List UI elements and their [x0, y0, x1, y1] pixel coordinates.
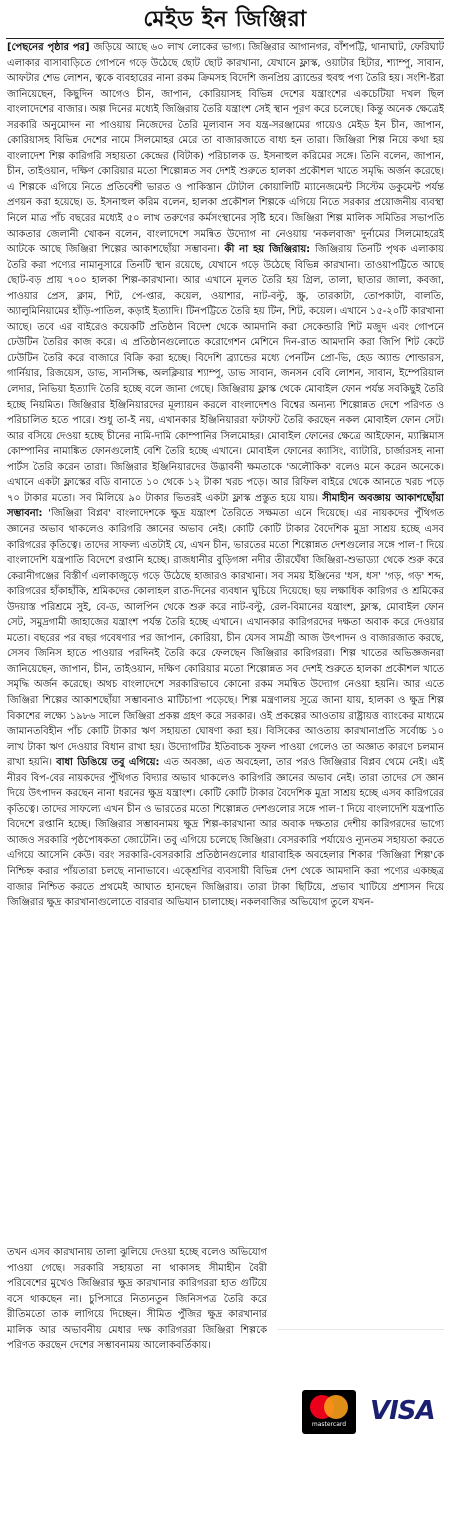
section-boundless-potential-text: 'জিঞ্জিরা বিপ্লব' বাংলাদেশকে ক্ষুদ্র যন্ত্রাংশ তৈরিতে সক্ষমতা এনে দিয়েছে। এর নায়কদের পুঁথিগত জ্ঞানের অভাব থাকলেও কারিগরি জ্ঞানের অভাব নেই। কোটি কোটি টাকার বৈদেশিক মুদ্রা সাশ্রয় হচ্ছে এসব কারিগরের কৃতিত্বে। তাদের সাফল্য এতটাই যে, এখন চীন, ভারতের মতো শিল্পোন্নত দেশগুলোর সঙ্গে পাল-া দিয়ে বাংলাদেশি যন্ত্রপাতি বিদেশে রপ্তানি হচ্ছে। রাজধানীর বুড়িগঙ্গা নদীর তীরঘেঁষা জিঞ্জিরা-শুভাড্যা থেকে শুরু করে কেরানীগঞ্জের বিস্তীর্ণ এলাকাজুড়ে গড়ে উঠেছে হাজারও কারখানা। সব সময় ইঞ্জিনের 'ধস, ধস' 'গড়, গড়' শব্দ, কারিগরের হাঁকাহাঁকি, শ্রমিকদের কোলাহল রাত-দিনের ব্যবধান ঘুচিয়ে দিয়েছে। ছয় লক্ষাধিক কারিগর ও শ্রমিকের উদয়াস্ত পরিশ্রমে সুই, বে-ড, আলপিন থেকে শুরু করে নাট-বল্টু, রেল-বিমানের যন্ত্রাংশ, ফ্লাস্ক, মোবাইল ফোন সেট, সমুদ্রগামী জাহাজের যন্ত্রাংশ পর্যন্ত তৈরি হচ্ছে এখানে। এখানকার কারিগরদের দক্ষতা অবাক করে দেওয়ার মতো। বছরের পর বছর গবেষণার পর জাপান, কোরিয়া, চীন যেসব সামগ্রী আজ উৎপাদন ও বাজারজাত করছে, সেসব জিনিস হাতে পাওয়ার পরদিনই তৈরি করে ফেলছেন জিঞ্জিরার কারিগররা। শিল্প খাতের অভিজ্ঞজনরা জানিয়েছেন, জাপান, চীন, তাইওয়ান, দক্ষিণ কোরিয়ার মতো শিল্পোন্নত সব দেশই শুরুতে হালকা প্রকৌশল খাতে সমৃদ্ধি অর্জন করেছে। অথচ বাংলাদেশে সরকারিভাবে কোনো রকম সমন্বিত উদ্যোগ নেওয়া হয়নি। আর এতে জিঞ্জিরা শিল্পের আকাশছোঁয়া সম্ভাবনাও মাটিচাপা পড়েছে। শিল্প মন্ত্রণালয় সূত্রে জানা যায়, হালকা ও ক্ষুদ্র শিল্প বিকাশের লক্ষ্যে ১৯৮৬ সালে জিঞ্জিরা প্রকল্প গ্রহণ করে সরকার। ওই প্রকল্পের আওতায় রাষ্ট্রায়ত্ত ব্যাংকের মাধ্যমে জামানতবিহীন পাঁচ কোটি টাকার ঋণ সহায়তা ঘোষণা করা হয়। বিসিকের আওতায় কারখানাপ্রতি সর্বোচ্চ ১০ লাখ টাকা ঋণ দেওয়ার বিধান রাখা হয়। উদ্যোগটির ইতিবাচক সুফল পাওয়া গেলেও তা অজ্ঞাত কারণে চলমান রাখা হয়নি।: [7, 508, 444, 769]
subhead-what-is-made: কী না হয় জিঞ্জিরায়:: [224, 244, 316, 256]
mastercard-wordmark: mastercard: [311, 1421, 347, 1428]
section-despite-obstacles-text: এত অবজ্ঞা, এত অবহেলা, তার পরও জিঞ্জিরার বিপ্লব থেমে নেই। এই নীরব বিপ-বের নায়কদের পুঁথিগত বিদ্যার অভাব থাকলেও কারিগরি জ্ঞানের অভাব নেই। তারা তাদের সে জ্ঞান দিয়ে উৎপাদন করছেন নানা ধরনের ক্ষুদ্র যন্ত্রাংশ। কোটি কোটি টাকার বৈদেশিক মুদ্রা সাশ্রয় হচ্ছে এসব কারিগরের কৃতিত্বে। তাদের সাফল্যে এখন চীন ও ভারতের মতো শিল্পোন্নত দেশগুলোর সঙ্গে পাল-া দিয়ে বাংলাদেশি যন্ত্রপাতি বিদেশে রপ্তানি হচ্ছে। জিঞ্জিরার সম্ভাবনাময় ক্ষুদ্র শিল্প-কারখানা আর অবাক দক্ষতার দেশীয় কারিগরদের ভাগ্যে আজও সরকারি পৃষ্ঠপোষকতা জোটেনি। তবু এগিয়ে চলেছে জিঞ্জিরা। বেসরকারি পর্যায়েও ন্যূনতম সহায়তা করতে এগিয়ে আসেনি কেউ। বরং সরকারি-বেসরকারি প্রতিষ্ঠানগুলোর ধারাবাহিক অবহেলার শিকার 'জিঞ্জিরা শিল্প'কে নিশ্চিহ্ন করার পাঁয়তারা চলছে নানাভাবে। এক্শ্রেণির ব্যবসায়ী বিভিন্ন দেশ থেকে আমদানি করা পণ্যের একচ্ছত্র বাজার নিশ্চিত করতে প্রথমেই আঘাত হানছেন জিঞ্জিরায়। তারা টাকা ছিটিয়ে, প্রভাব খাটিয়ে প্রশাসন দিয়ে জিঞ্জিরার ক্ষুদ্র কারখানাগুলোতে বারবার অভিযান চালাচ্ছে। নকলবাজির অভিযোগ তুলে যখন-: [7, 757, 444, 909]
section-what-is-made-text: জিঞ্জিরায় তিনটি পৃথক এলাকায় তৈরি করা পণ্যের নামানুসারে তিনটি স্থান রয়েছে, যেখানে গড়ে উঠেছে বিভিন্ন কারখানা। তাওয়াপট্টিতে আছে ছোট-বড় প্রায় ৭০০ হালকা শিল্প-কারখানা। আর এখানে মূলত তৈরি হয় গ্রিল, তালা, ছাতার জালা, কবজা, পাওয়ার প্রেস, ক্লাম, শিট, পে-প্তার, কয়েল, ওয়াশার, নাট-বল্টু, স্ক্রু, তারকাটা, তোপকাটা, বালতি, অ্যালুমিনিয়ামের হাঁড়ি-পাতিল, কড়াই ইত্যাদি। টিনপট্টিতে তৈরি হয় টিন, শিট, কয়েল। এখানে ১৫-২০টি কারখানা আছে। তবে এর বাইরেও কয়েকটি প্রতিষ্ঠান বিদেশ থেকে আমদানি করা সেকেন্ডারি শিট মজুদ এবং গোপনে ঢেউটিন তৈরির কাজ করে। এ প্রতিষ্ঠানগুলোতে করোগেশন মেশিনে দিন-রাত আমদানি করা জিপি শিট কেটে ঢেউটিন তৈরি করে বাজারে বিক্রি করা হচ্ছে। বিদেশি ব্র্যান্ডের মধ্যে পেনটিন প্রো-ভি, হেড অ্যান্ড শোল্ডারস, গার্নিয়ার, রিজয়েস, ডাভ, সানসিল্ক, অলক্লিয়ার শ্যাম্পু, ডাভ সাবান, জনসন বেবি লোশন, সাবান, ইম্পেরিয়াল লেদার, নিভিয়া ইত্যাদি তৈরি হচ্ছে বলে জানা গেছে। জিঞ্জিরায় ফ্লাস্ক থেকে মোবাইল ফোন পর্যন্ত সবকিছুই তৈরি হচ্ছে নিয়মিত। জিঞ্জিরার ইঞ্জিনিয়ারদের মূল্যায়ন করলে বাংলাদেশও বিশ্বের অন্যন্য শিল্পোন্নত দেশে পরিণত ও পরিচালিত হতে পারে। শুধু তা-ই নয়, এখানকার ইঞ্জিনিয়াররা ফটাফট তৈরি করছেন নকল মোবাইল ফোন সেট। আর বসিয়ে দেওয়া হচ্ছে চীনের নামি-দামি কোম্পানির সিলমোহর। মোবাইল ফোনের ক্ষেত্রে আইফোন, ম্যাক্সিমাস কোম্পানির নামাঙ্কিত ফোনগুলোই বেশি তৈরি হচ্ছে এখানে। মোবাইল ফোনের ক্যাসিং, ব্যাটারি, চার্জারসহ নানা পার্টস তৈরি করেন তারা। জিঞ্জিরার ইঞ্জিনিয়ারদের উদ্ভাবনী ক্ষমতাকে 'অলৌকিক' বলেও মনে করেন অনেকে। এখানে একটা ফ্লাস্কের বডি বানাতে ১০ থেকে ১২ টাকা খরচ পড়ে। আর রিফিল বাইরে থেকে আনতে খরচ পড়ে ৭০ টাকার মতো। সব মিলিয়ে ৯০ টাকার ভিতরই একটা ফ্লাস্ক প্রস্তুত হয়ে যায়।: [7, 244, 444, 504]
subhead-boundless-potential: সীমাহীন অবজ্ঞায় আকাশছোঁয়া সম্ভাবনা:: [7, 492, 444, 520]
mastercard-logo: [302, 1390, 356, 1434]
article-body: [7, 40, 444, 1245]
continuation-kicker: [পেছনের পৃষ্ঠার পর]: [7, 42, 94, 53]
mastercard-circles-icon: [308, 1394, 350, 1420]
article-column-continued: [7, 1245, 267, 1507]
headline-divider: [6, 38, 444, 39]
visa-logo: VISA: [370, 1396, 435, 1426]
paragraph-intro: [7, 40, 444, 911]
intro-text: জড়িয়ে আছে ৬০ লাখ লোকের ভাগ্য। জিঞ্জিরার আগানগর, বাঁশপট্টি, থানাঘাট, ফেরিঘাট এলাকার বাসাবাড়িতে গোপনে গড়ে উঠেছে ছোট ছোট কারখানা, যেখানে ফ্লাস্ক, ওয়াটার হিটার, শ্যাম্পু, সাবান, আফটার শেভ লোশন, ত্বকে ব্যবহারের নানা রকম ক্রিমসহ বিদেশি জনপ্রিয় ব্র্যান্ডের হুবহু পণ্য তৈরি হয়। সংশি-ষ্টরা জানিয়েছেন, কিছুদিন আগেও চীন, জাপান, কোরিয়াসহ বিভিন্ন দেশের যন্ত্রাংশের একচেটিয়া দখল ছিল বাংলাদেশের বাজার। অল্প দিনের মধ্যেই জিঞ্জিরায় তৈরি যন্ত্রাংশ সেই স্থান পূরণ করে চলেছে। কিন্তু অনেক ক্ষেত্রেই সরকারি অনুমোদন না পাওয়ায় নিজেদের তৈরি মূল্যবান সব যন্ত্র-সরঞ্জামের গায়েও মেইড ইন চীন, জাপান, কোরিয়াসহ বিভিন্ন দেশের নামে সিলমোহর মেরে তা বাজারজাতে বাধ্য হন তারা। জিঞ্জিরা শিল্প নিয়ে কথা হয় বাংলাদেশ শিল্প কারিগরি সহায়তা কেন্দ্রের (বিটাক) পরিচালক ড. ইসনাহুল করিমের সঙ্গে। তিনি বলেন, জাপান, চীন, তাইওয়ান, দক্ষিণ কোরিয়ার মতো শিল্পোন্নত সব দেশই শুরুতে হালকা প্রকৌশল খাতে সমৃদ্ধি অর্জন করেছে। এ শিল্পকে এগিয়ে নিতে প্রতিবেশী ভারত ও পাকিস্তান টোটাল কোয়ালিটি ম্যানেজমেন্ট সিস্টেম ডকুমেন্ট পর্যন্ত প্রণয়ন করা হয়েছে। ড. ইসনাহুল করিম বলেন, হালকা প্রকৌশল শিল্পকে এগিয়ে নিতে সরকার প্রয়োজনীয় ব্যবস্থা নিলে মাত্র পাঁচ বছরের মধ্যেই ৫০ লাখ তরুণের কর্মসংস্থানের সৃষ্টি হবে। জিঞ্জিরা শিল্প মালিক সমিতির সভাপতি আকতার জেলানী খোকন বলেন, বাংলাদেশে সমন্বিত উদ্যোগ না নেওয়ায় 'নকলবাজ' দুর্নামের সিলমোহরেই আটকে আছে জিঞ্জিরা শিল্পের আকাশছোঁয়া সম্ভাবনা।: [7, 42, 444, 256]
subhead-despite-obstacles: বাধা ডিঙিয়ে তবু এগিয়ে:: [56, 757, 164, 769]
article-headline: মেইড ইন জিঞ্জিরা: [143, 7, 307, 32]
column-text: তখন এসব কারখানায় তালা ঝুলিয়ে দেওয়া হচ্ছে বলেও অভিযোগ পাওয়া গেছে। সরকারি সহায়তা না থাকাসহ সীমাহীন বৈরী পরিবেশের মুখেও জিঞ্জিরার ক্ষুদ্র কারখানার কারিগররা হাত গুটিয়ে বসে থাকছেন না। চুপিসারে নিত্যনতুন জিনিসপত্র তৈরি করে রীতিমতো তাক লাগিয়ে দিচ্ছেন। সীমিত পুঁজির ক্ষুদ্র কারখানার মালিক আর অভাবনীয় মেধার দক্ষ কারিগররা জিঞ্জিরা শিল্পকে পরিণত করছেন দেশের সম্ভাবনাময় আলোকবর্তিকায়।: [7, 1247, 267, 1352]
payment-ad: [278, 1329, 444, 1510]
